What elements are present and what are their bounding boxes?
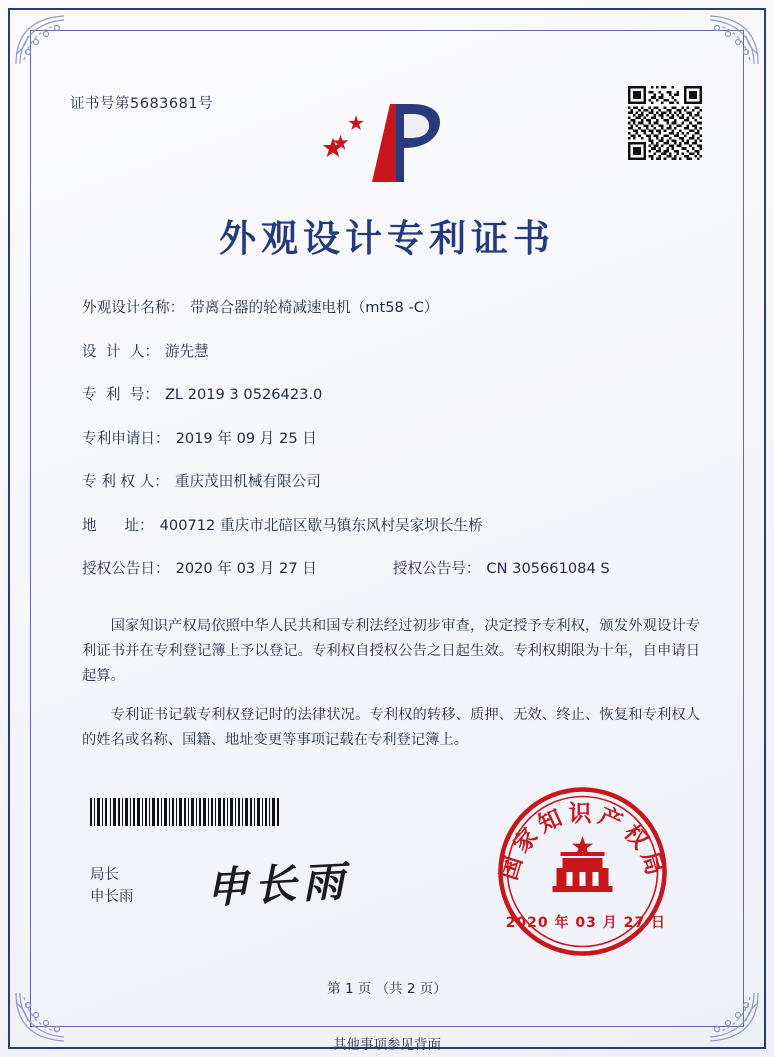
page-title: 外观设计专利证书 bbox=[219, 217, 555, 260]
barcode-icon bbox=[90, 798, 280, 826]
director-name-label: 申长雨 bbox=[90, 889, 134, 905]
field-value: 重庆茂田机械有限公司 bbox=[174, 473, 321, 490]
official-seal bbox=[495, 784, 670, 959]
signature-labels bbox=[90, 864, 134, 908]
paragraph-2: 专利证书记载专利权登记时的法律状况。专利权的转移、质押、无效、终止、恢复和专利权人的姓名或名称、国籍、地址变更等事项记载在专利登记簿上。 bbox=[82, 707, 700, 748]
legal-text bbox=[82, 614, 700, 767]
handwritten-signature: 申长雨 bbox=[204, 856, 352, 913]
field-value: 带离合器的轮椅减速电机（mt58 -C） bbox=[190, 299, 439, 316]
field-grant-row bbox=[82, 557, 700, 578]
grant-date-label: 授权公告日： bbox=[82, 560, 170, 577]
field-address bbox=[82, 514, 700, 535]
grant-number-value: CN 305661084 S bbox=[486, 560, 610, 577]
page-number: 第 1 页 （共 2 页） bbox=[327, 981, 447, 997]
field-label: 设 计 人： bbox=[82, 342, 159, 360]
certificate-content bbox=[46, 46, 728, 1011]
field-value: ZL 2019 3 0526423.0 bbox=[164, 386, 323, 403]
certificate-number: 证书号第5683681号 bbox=[70, 96, 214, 112]
field-value: 2019 年 09 月 25 日 bbox=[175, 429, 317, 447]
field-label: 专 利 权 人： bbox=[82, 473, 169, 490]
field-value: 400712 重庆市北碚区歇马镇东风村吴家坝长生桥 bbox=[159, 516, 483, 534]
svg-text:国家知识产权局: 国家知识产权局 bbox=[496, 801, 669, 883]
certificate-fields bbox=[82, 296, 700, 601]
field-label: 外观设计名称： bbox=[82, 299, 185, 316]
cnipa-emblem-icon bbox=[312, 86, 462, 196]
field-designer bbox=[82, 340, 700, 361]
field-application-date bbox=[82, 427, 700, 448]
field-patent-number bbox=[82, 383, 700, 404]
field-label: 专利申请日： bbox=[82, 429, 170, 447]
grant-number-label: 授权公告号： bbox=[392, 560, 481, 577]
field-label: 地 址： bbox=[82, 516, 154, 534]
field-design-name bbox=[82, 296, 700, 317]
seal-date: 2020 年 03 月 27 日 bbox=[505, 915, 666, 931]
qr-code-icon bbox=[628, 86, 702, 160]
field-label: 专 利 号： bbox=[82, 386, 159, 403]
paragraph-1: 国家知识产权局依照中华人民共和国专利法经过初步审查，决定授予专利权，颁发外观设计专利证书并在专利登记簿上予以登记。专利权自授权公告之日起生效。专利权期限为十年，自申请日起算。 bbox=[82, 618, 700, 684]
field-patentee bbox=[82, 470, 700, 491]
grant-date-value: 2020 年 03 月 27 日 bbox=[175, 560, 317, 577]
footnote: 其他事项参见背面 bbox=[333, 1037, 441, 1053]
field-value: 游先慧 bbox=[164, 342, 209, 360]
director-title-label: 局长 bbox=[90, 867, 119, 883]
